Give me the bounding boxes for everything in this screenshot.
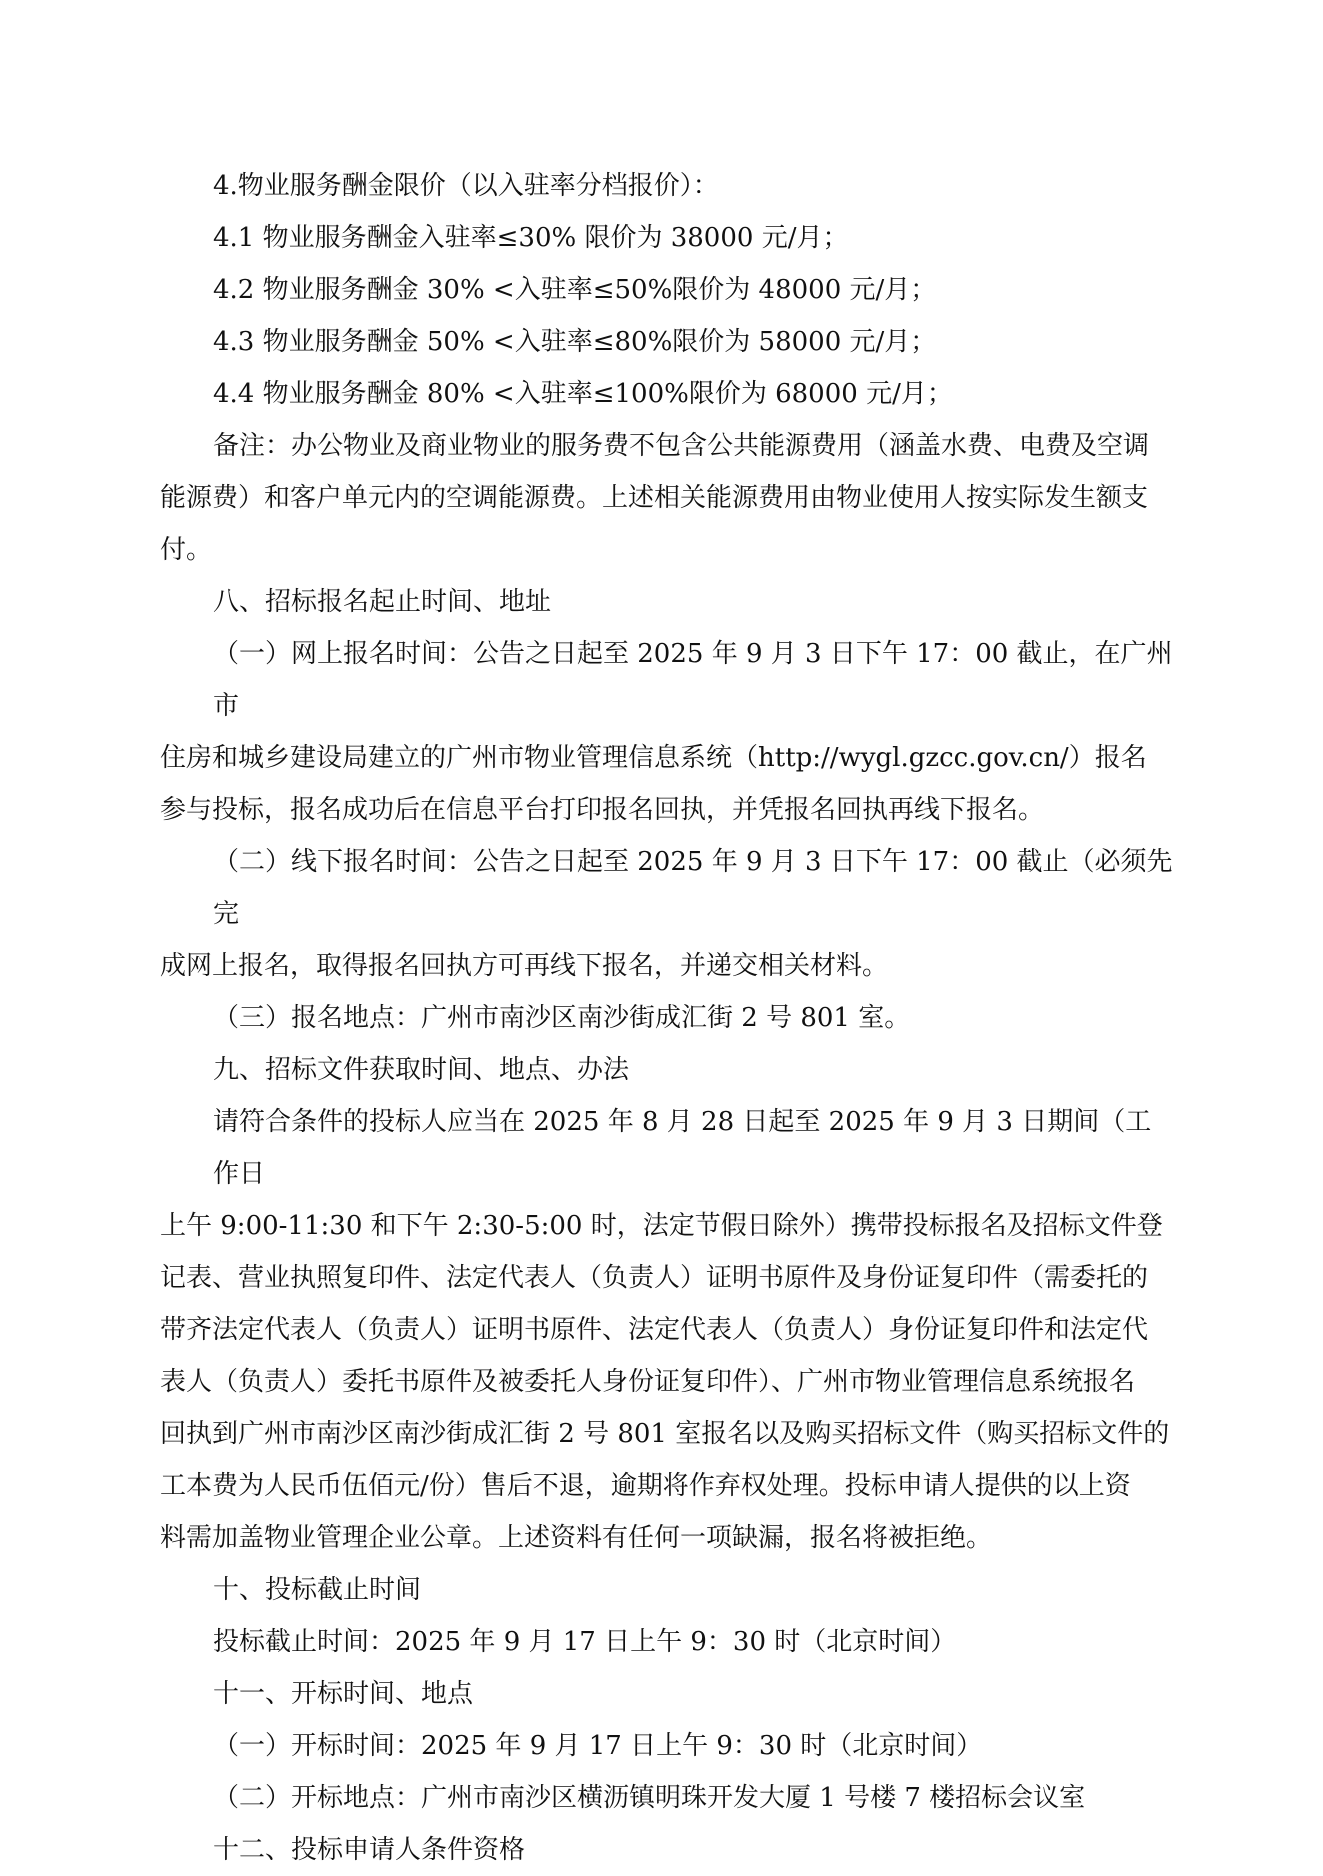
note-line-2: 能源费）和客户单元内的空调能源费。上述相关能源费用由物业使用人按实际发生额支 — [160, 483, 1149, 513]
note-line-3: 付。 — [160, 535, 213, 565]
section-8-offline-line-2: 成网上报名，取得报名回执方可再线下报名，并递交相关材料。 — [160, 951, 889, 981]
section-9-line-8: 料需加盖物业管理企业公章。上述资料有任何一项缺漏，报名将被拒绝。 — [160, 1523, 993, 1553]
section-8-online-line-3: 参与投标，报名成功后在信息平台打印报名回执，并凭报名回执再线下报名。 — [160, 795, 1045, 825]
section-9-line-5: 表人（负责人）委托书原件及被委托人身份证复印件）、广州市物业管理信息系统报名 — [160, 1367, 1136, 1397]
section-10-heading: 十、投标截止时间 — [213, 1575, 422, 1605]
section-9-heading: 九、招标文件获取时间、地点、办法 — [213, 1055, 630, 1085]
section-12-heading: 十二、投标申请人条件资格 — [213, 1835, 526, 1865]
note-line-1: 备注：办公物业及商业物业的服务费不包含公共能源费用（涵盖水费、电费及空调 — [213, 431, 1150, 461]
section-10-deadline: 投标截止时间：2025 年 9 月 17 日上午 9：30 时（北京时间） — [213, 1627, 957, 1657]
price-limit-tier-3: 4.3 物业服务酬金 50% <入驻率≤80%限价为 58000 元/月； — [213, 327, 937, 357]
section-8-offline-line-1: （二）线下报名时间：公告之日起至 2025 年 9 月 3 日下午 17：00 截止（必须先完 — [213, 847, 1173, 929]
section-8-location: （三）报名地点：广州市南沙区南沙街成汇街 2 号 801 室。 — [213, 1003, 911, 1033]
section-11-place: （二）开标地点：广州市南沙区横沥镇明珠开发大厦 1 号楼 7 楼招标会议室 — [213, 1783, 1086, 1813]
section-8-heading: 八、招标报名起止时间、地址 — [213, 587, 552, 617]
price-limit-tier-1: 4.1 物业服务酬金入驻率≤30% 限价为 38000 元/月； — [213, 223, 849, 253]
section-9-line-1: 请符合条件的投标人应当在 2025 年 8 月 28 日起至 2025 年 9 月 3 日期间（工作日 — [213, 1107, 1152, 1189]
price-limit-tier-2: 4.2 物业服务酬金 30% <入驻率≤50%限价为 48000 元/月； — [213, 275, 937, 305]
document-body — [160, 160, 1173, 1876]
price-limit-heading: 4.物业服务酬金限价（以入驻率分档报价）： — [213, 171, 719, 201]
section-9-line-4: 带齐法定代表人（负责人）证明书原件、法定代表人（负责人）身份证复印件和法定代 — [160, 1315, 1149, 1345]
section-11-time: （一）开标时间：2025 年 9 月 17 日上午 9：30 时（北京时间） — [213, 1731, 983, 1761]
price-limit-tier-4: 4.4 物业服务酬金 80% <入驻率≤100%限价为 68000 元/月； — [213, 379, 953, 409]
section-9-line-3: 记表、营业执照复印件、法定代表人（负责人）证明书原件及身份证复印件（需委托的 — [160, 1263, 1149, 1293]
section-9-line-2: 上午 9:00-11:30 和下午 2:30-5:00 时，法定节假日除外）携带投标报名及招标文件登 — [160, 1211, 1163, 1241]
section-8-online-line-2: 住房和城乡建设局建立的广州市物业管理信息系统（http://wygl.gzcc.gov.cn/）报名 — [160, 743, 1147, 773]
section-8-online-line-1: （一）网上报名时间：公告之日起至 2025 年 9 月 3 日下午 17：00 截止，在广州市 — [213, 639, 1173, 721]
section-9-line-6: 回执到广州市南沙区南沙街成汇街 2 号 801 室报名以及购买招标文件（购买招标文件的 — [160, 1419, 1170, 1449]
section-9-line-7: 工本费为人民币伍佰元/份）售后不退，逾期将作弃权处理。投标申请人提供的以上资 — [160, 1471, 1131, 1501]
section-11-heading: 十一、开标时间、地点 — [213, 1679, 474, 1709]
